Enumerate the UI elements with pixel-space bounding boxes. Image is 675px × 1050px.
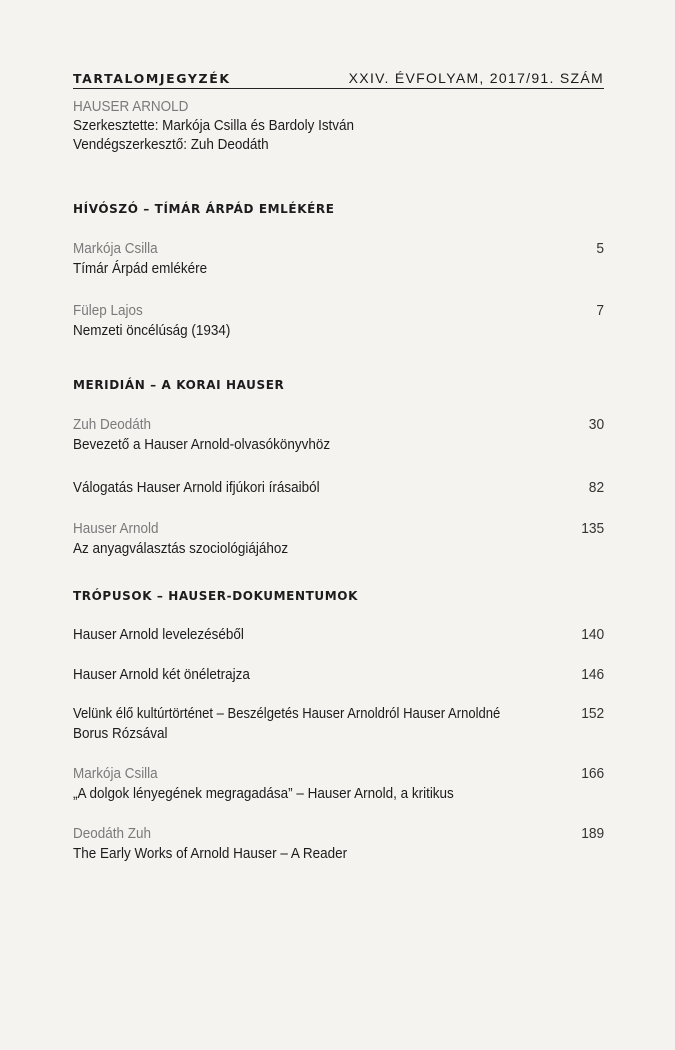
entry-title-line-2: Borus Rózsával	[73, 726, 168, 742]
entry-title: Bevezető a Hauser Arnold-olvasókönyvhöz	[73, 437, 331, 453]
entry-title: Nemzeti öncélúság (1934)	[73, 323, 231, 339]
entry-page-number: 5	[596, 241, 604, 257]
entry-page-number: 7	[596, 303, 604, 319]
volume-author: HAUSER ARNOLD	[73, 99, 189, 115]
toc-entry[interactable]	[73, 625, 604, 645]
running-head-title: TARTALOMJEGYZÉK	[73, 71, 231, 86]
toc-entry[interactable]	[73, 415, 604, 455]
entry-author: Hauser Arnold	[73, 521, 159, 537]
toc-entry[interactable]	[73, 824, 604, 864]
entry-title: Válogatás Hauser Arnold ifjúkori írásaiból	[73, 480, 320, 496]
section-heading: HÍVÓSZÓ – TÍMÁR ÁRPÁD EMLÉKÉRE	[73, 202, 335, 216]
entry-page-number: 152	[581, 706, 604, 722]
entry-author: Deodáth Zuh	[73, 826, 151, 842]
entry-page-number: 189	[581, 826, 604, 842]
running-head	[73, 64, 604, 86]
toc-entry[interactable]	[73, 764, 604, 804]
entry-author: Zuh Deodáth	[73, 417, 151, 433]
entry-title: Hauser Arnold levelezéséből	[73, 627, 244, 643]
entry-page-number: 30	[588, 417, 604, 433]
section-heading: MERIDIÁN – A KORAI HAUSER	[73, 378, 285, 392]
entry-page-number: 140	[581, 627, 604, 643]
entry-title: Tímár Árpád emlékére	[73, 261, 208, 277]
entry-title: Hauser Arnold két önéletrajza	[73, 667, 250, 683]
toc-entry[interactable]	[73, 665, 604, 685]
editors-line: Szerkesztette: Markója Csilla és Bardoly István	[73, 118, 355, 134]
entry-author: Markója Csilla	[73, 241, 158, 257]
entry-author: Markója Csilla	[73, 766, 158, 782]
toc-entry[interactable]	[73, 478, 604, 498]
section-heading: TRÓPUSOK – HAUSER-DOKUMENTUMOK	[73, 589, 358, 603]
editorial-block	[73, 98, 604, 155]
issue-info: XXIV. ÉVFOLYAM, 2017/91. SZÁM	[348, 70, 604, 86]
toc-entry[interactable]	[73, 704, 604, 744]
entry-author: Fülep Lajos	[73, 303, 143, 319]
entry-page-number: 82	[588, 480, 604, 496]
guest-editor-line: Vendégszerkesztő: Zuh Deodáth	[73, 137, 269, 153]
toc-entry[interactable]	[73, 239, 604, 279]
entry-title: „A dolgok lényegének megragadása” – Hauser Arnold, a kritikus	[73, 786, 454, 802]
entry-title-line-1: Velünk élő kultúrtörténet – Beszélgetés Hauser Arnoldról Hauser Arnoldné	[73, 706, 501, 722]
entry-title: The Early Works of Arnold Hauser – A Reader	[73, 846, 348, 862]
toc-entry[interactable]	[73, 519, 604, 559]
entry-title: Az anyagválasztás szociológiájához	[73, 541, 289, 557]
header-rule	[73, 88, 604, 89]
entry-page-number: 135	[581, 521, 604, 537]
toc-content	[73, 98, 604, 864]
entry-page-number: 146	[581, 667, 604, 683]
entry-page-number: 166	[581, 766, 604, 782]
toc-entry[interactable]	[73, 301, 604, 341]
